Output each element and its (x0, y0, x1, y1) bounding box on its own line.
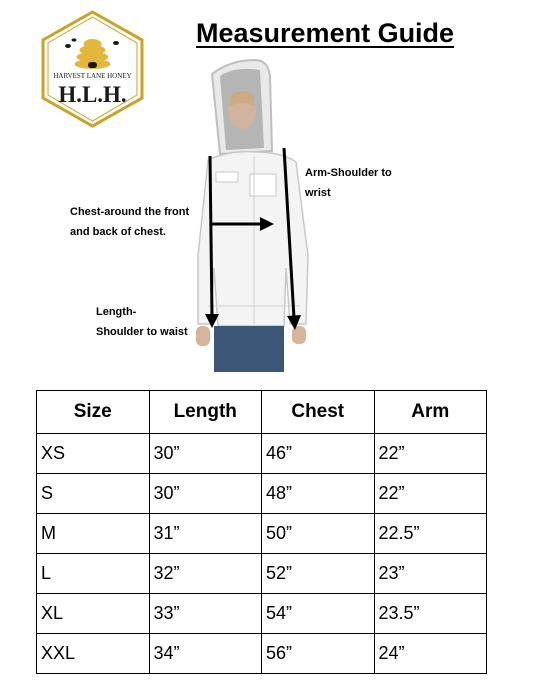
arm-cell: 22” (374, 434, 487, 474)
chest-cell: 56” (262, 634, 375, 674)
annotation-line: Shoulder to waist (96, 326, 188, 338)
length-cell: 32” (149, 554, 262, 594)
table-row (37, 554, 487, 594)
annotation-line: Length- (96, 306, 137, 318)
arm-cell: 24” (374, 634, 487, 674)
arm-annotation (305, 163, 392, 203)
table-row (37, 514, 487, 554)
size-cell: XS (37, 434, 150, 474)
annotation-line: Chest-around the front (70, 206, 190, 218)
annotation-line: Arm-Shoulder to (305, 167, 392, 179)
column-header-chest: Chest (262, 391, 375, 434)
column-header-length: Length (149, 391, 262, 434)
length-cell: 31” (149, 514, 262, 554)
harvest-lane-honey-logo (40, 10, 145, 128)
table-row (37, 594, 487, 634)
table-header-row (37, 391, 487, 434)
length-annotation (96, 302, 188, 342)
brand-monogram: H.L.H. (58, 82, 127, 107)
size-cell: XXL (37, 634, 150, 674)
size-cell: L (37, 554, 150, 594)
chest-cell: 50” (262, 514, 375, 554)
size-cell: XL (37, 594, 150, 634)
brand-text: HARVEST LANE HONEY (53, 72, 132, 80)
size-table (36, 390, 487, 674)
page-title: Measurement Guide (196, 18, 455, 48)
chest-cell: 54” (262, 594, 375, 634)
size-cell: S (37, 474, 150, 514)
length-cell: 34” (149, 634, 262, 674)
arm-cell: 22.5” (374, 514, 487, 554)
arm-cell: 22” (374, 474, 487, 514)
chest-cell: 52” (262, 554, 375, 594)
table-row (37, 474, 487, 514)
chest-annotation (70, 202, 189, 242)
jacket-photo (190, 56, 320, 376)
column-header-size: Size (37, 391, 150, 434)
length-cell: 33” (149, 594, 262, 634)
column-header-arm: Arm (374, 391, 487, 434)
annotation-line: and back of chest. (70, 226, 166, 238)
chest-cell: 46” (262, 434, 375, 474)
arm-cell: 23.5” (374, 594, 487, 634)
length-cell: 30” (149, 474, 262, 514)
size-cell: M (37, 514, 150, 554)
length-cell: 30” (149, 434, 262, 474)
chest-cell: 48” (262, 474, 375, 514)
table-row (37, 634, 487, 674)
annotation-line: wrist (305, 187, 331, 199)
arm-cell: 23” (374, 554, 487, 594)
table-row (37, 434, 487, 474)
